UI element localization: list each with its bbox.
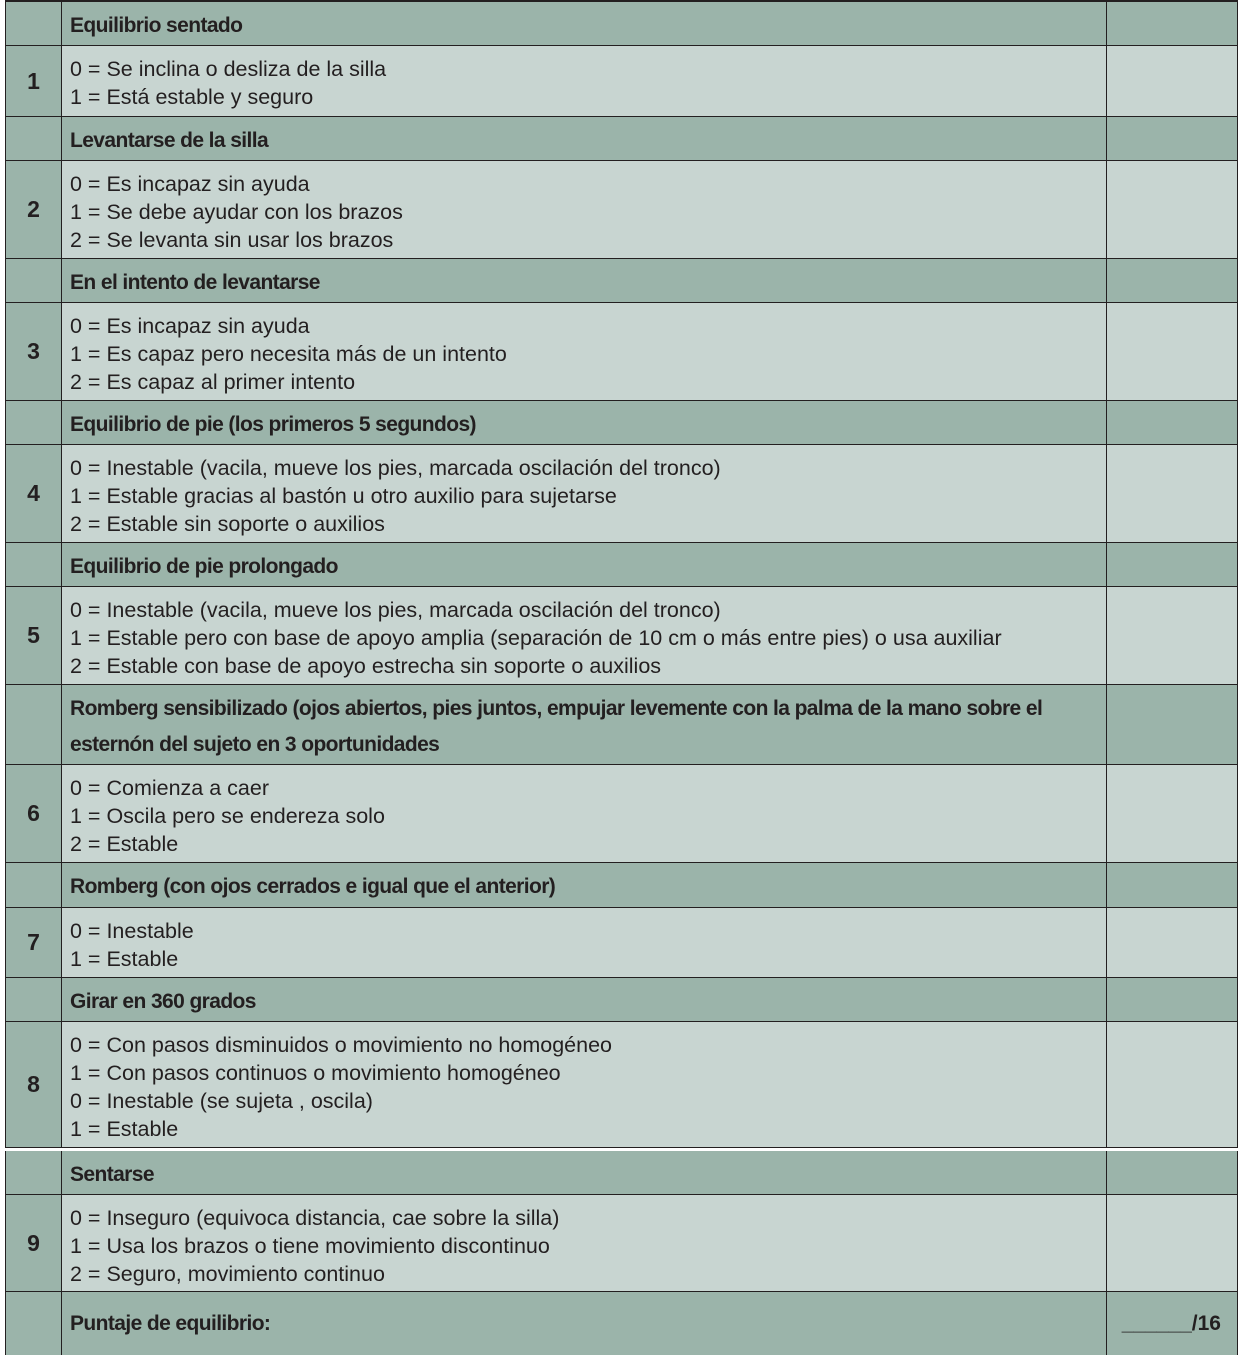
option-line: 1 = Estable <box>70 947 179 971</box>
item-number: 8 <box>5 1022 62 1147</box>
section-options-row <box>5 1022 1238 1148</box>
item-number: 2 <box>5 161 62 258</box>
number-cell <box>5 401 62 444</box>
item-number: 6 <box>5 765 62 862</box>
option-line: 1 = Está estable y seguro <box>70 85 314 109</box>
section-header-row <box>5 259 1238 303</box>
section-title: Equilibrio de pie prolongado <box>62 543 1107 586</box>
option-line: 0 = Comienza a caer <box>70 776 269 800</box>
option-line: 0 = Con pasos disminuidos o movimiento no homogéneo <box>70 1033 613 1057</box>
score-input-cell[interactable] <box>1107 303 1238 400</box>
options-list <box>62 46 1107 116</box>
option-line: 1 = Con pasos continuos o movimiento homogéneo <box>70 1061 561 1085</box>
option-line: 0 = Inestable (vacila, mueve los pies, marcada oscilación del tronco) <box>70 456 721 480</box>
section-header-row <box>5 543 1238 587</box>
score-input-cell[interactable] <box>1107 765 1238 862</box>
options-list <box>62 445 1107 542</box>
section-title: Girar en 360 grados <box>62 978 1107 1021</box>
section-title: Romberg sensibilizado (ojos abiertos, pies juntos, empujar levemente con la palma de la mano sobre el esternón del sujeto en 3 oportunidades <box>62 685 1107 764</box>
number-cell <box>5 685 62 764</box>
option-line: 0 = Se inclina o desliza de la silla <box>70 57 387 81</box>
number-cell <box>5 2 62 45</box>
balance-assessment-table <box>5 0 1238 1355</box>
total-label: Puntaje de equilibrio: <box>62 1292 1107 1355</box>
section-title: En el intento de levantarse <box>62 259 1107 302</box>
section-header-row <box>5 863 1238 908</box>
total-score[interactable]: ______/16 <box>1107 1292 1238 1355</box>
section-header-row <box>5 2 1238 46</box>
section-title: Sentarse <box>62 1151 1107 1194</box>
score-input-cell[interactable] <box>1107 908 1238 977</box>
section-title: Equilibrio de pie (los primeros 5 segundos) <box>62 401 1107 444</box>
score-input-cell[interactable] <box>1107 46 1238 116</box>
option-line: 2 = Estable sin soporte o auxilios <box>70 512 385 536</box>
section-title: Equilibrio sentado <box>62 2 1107 45</box>
section-options-row <box>5 908 1238 978</box>
option-line: 1 = Oscila pero se endereza solo <box>70 804 385 828</box>
options-list <box>62 161 1107 258</box>
section-options-row <box>5 445 1238 543</box>
section-header-row <box>5 685 1238 765</box>
options-list <box>62 1195 1107 1291</box>
score-cell <box>1107 543 1238 586</box>
item-number: 3 <box>5 303 62 400</box>
option-line: 0 = Inestable (vacila, mueve los pies, marcada oscilación del tronco) <box>70 598 721 622</box>
section-title: Romberg (con ojos cerrados e igual que el anterior) <box>62 863 1107 907</box>
section-header-row <box>5 978 1238 1022</box>
option-line: 1 = Usa los brazos o tiene movimiento discontinuo <box>70 1234 550 1258</box>
option-line: 2 = Estable con base de apoyo estrecha sin soporte o auxilios <box>70 654 662 678</box>
option-line: 1 = Se debe ayudar con los brazos <box>70 200 403 224</box>
option-line: 0 = Inestable (se sujeta , oscila) <box>70 1089 373 1113</box>
options-list <box>62 303 1107 400</box>
section-header-row <box>5 1151 1238 1195</box>
section-header-row <box>5 401 1238 445</box>
score-cell <box>1107 401 1238 444</box>
score-input-cell[interactable] <box>1107 161 1238 258</box>
option-line: 2 = Seguro, movimiento continuo <box>70 1262 385 1286</box>
option-line: 0 = Es incapaz sin ayuda <box>70 172 310 196</box>
option-line: 2 = Se levanta sin usar los brazos <box>70 228 394 252</box>
score-cell <box>1107 117 1238 160</box>
options-list <box>62 765 1107 862</box>
section-options-row <box>5 161 1238 259</box>
option-line: 1 = Estable gracias al bastón u otro auxilio para sujetarse <box>70 484 617 508</box>
number-cell <box>5 978 62 1021</box>
section-options-row <box>5 587 1238 685</box>
score-cell <box>1107 685 1238 764</box>
option-line: 1 = Estable pero con base de apoyo amplia (separación de 10 cm o más entre pies) o usa auxiliar <box>70 626 1002 650</box>
score-input-cell[interactable] <box>1107 1022 1238 1147</box>
section-options-row <box>5 303 1238 401</box>
item-number: 5 <box>5 587 62 684</box>
option-line: 0 = Inseguro (equivoca distancia, cae sobre la silla) <box>70 1206 560 1230</box>
item-number: 4 <box>5 445 62 542</box>
section-options-row <box>5 765 1238 863</box>
score-input-cell[interactable] <box>1107 587 1238 684</box>
options-list <box>62 587 1107 684</box>
score-input-cell[interactable] <box>1107 1195 1238 1291</box>
section-options-row <box>5 1195 1238 1292</box>
score-cell <box>1107 1151 1238 1194</box>
option-line: 2 = Estable <box>70 832 179 856</box>
option-line: 0 = Inestable <box>70 919 194 943</box>
item-number: 9 <box>5 1195 62 1291</box>
number-cell <box>5 543 62 586</box>
option-line: 1 = Estable <box>70 1117 179 1141</box>
number-cell <box>5 1151 62 1194</box>
option-line: 1 = Es capaz pero necesita más de un intento <box>70 342 507 366</box>
number-cell <box>5 117 62 160</box>
item-number: 1 <box>5 46 62 116</box>
section-options-row <box>5 46 1238 117</box>
item-number: 7 <box>5 908 62 977</box>
option-line: 0 = Es incapaz sin ayuda <box>70 314 310 338</box>
options-list <box>62 1022 1107 1147</box>
section-header-row <box>5 117 1238 161</box>
score-cell <box>1107 863 1238 907</box>
score-cell <box>1107 2 1238 45</box>
section-title: Levantarse de la silla <box>62 117 1107 160</box>
number-cell <box>5 863 62 907</box>
option-line: 2 = Es capaz al primer intento <box>70 370 356 394</box>
number-cell <box>5 1292 62 1355</box>
score-cell <box>1107 978 1238 1021</box>
number-cell <box>5 259 62 302</box>
score-input-cell[interactable] <box>1107 445 1238 542</box>
options-list <box>62 908 1107 977</box>
total-row <box>5 1292 1238 1355</box>
score-cell <box>1107 259 1238 302</box>
